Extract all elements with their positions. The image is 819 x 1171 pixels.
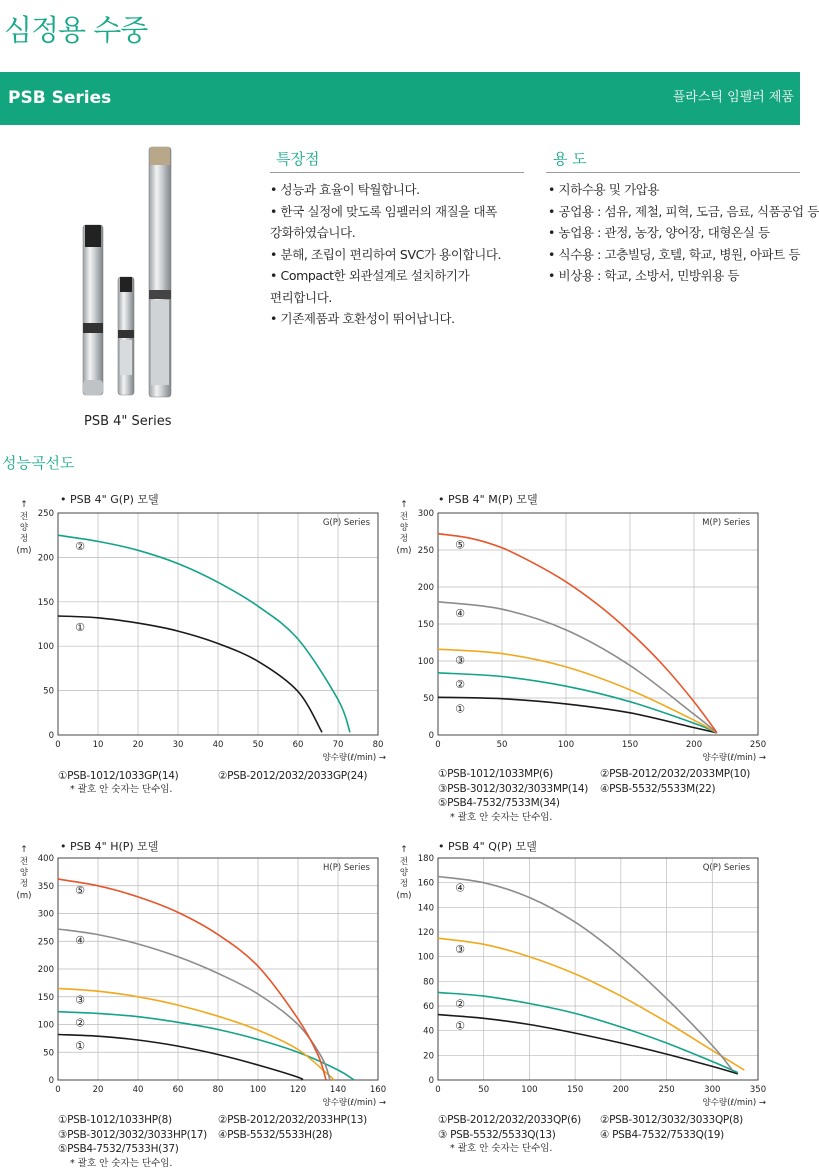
y-tick-label: 50 <box>43 686 54 697</box>
y-tick-label: 20 <box>423 1051 434 1062</box>
series-marker: ⑤ <box>455 538 465 552</box>
y-axis-label: 전 <box>19 857 29 867</box>
features-item: • Compact한 외관설계로 설치하기가 <box>270 268 470 283</box>
x-tick-label: 40 <box>212 740 224 750</box>
features-item: 편리합니다. <box>270 289 332 305</box>
legend-entry: ②PSB-2012/2032/2033HP(13) <box>218 1114 367 1126</box>
y-tick-label: 100 <box>417 657 434 667</box>
chart-legend <box>218 1113 367 1142</box>
chart-note: * 괄호 안 숫자는 단수임. <box>450 811 553 823</box>
chart-note: * 괄호 안 숫자는 단수임. <box>70 1157 173 1169</box>
series-label: G(P) Series <box>322 518 370 528</box>
y-tick-label: 80 <box>423 977 434 988</box>
features-divider <box>270 172 524 173</box>
y-tick-label: 250 <box>37 937 54 948</box>
x-tick-label: 250 <box>658 1085 675 1095</box>
chart-title: • PSB 4" Q(P) 모델 <box>438 840 537 853</box>
chart-h <box>0 840 400 1112</box>
chart-legend <box>438 767 588 825</box>
legend-entry: ④PSB-5532/5533H(28) <box>218 1128 333 1141</box>
y-tick-label: 0 <box>428 731 434 741</box>
x-tick-label: 100 <box>249 1085 267 1095</box>
y-axis-label: 양 <box>19 868 29 878</box>
usage-heading: 용 도 <box>553 150 587 168</box>
features-item: • 분해, 조립이 편리하여 SVC가 용이합니다. <box>270 246 502 262</box>
legend-entry: ⑤PSB4-7532/7533M(34) <box>438 797 560 809</box>
y-axis-arrow: ↑ <box>20 845 28 855</box>
x-tick-label: 20 <box>92 1085 104 1095</box>
series-marker: ① <box>75 1039 85 1053</box>
y-axis-label: 전 <box>399 857 409 867</box>
y-tick-label: 250 <box>37 509 54 519</box>
usage-divider <box>546 172 800 173</box>
series-marker: ③ <box>455 943 465 957</box>
x-tick-label: 60 <box>292 740 304 750</box>
performance-title: 성능곡선도 <box>2 454 75 472</box>
legend-entry: ②PSB-2012/2032/2033GP(24) <box>218 770 368 782</box>
y-tick-label: 180 <box>417 854 434 864</box>
features-list <box>270 179 501 330</box>
legend-entry: ④PSB-5532/5533M(22) <box>600 782 716 795</box>
series-marker: ② <box>75 540 85 554</box>
legend-entry: ①PSB-2012/2032/2033QP(6) <box>438 1114 581 1126</box>
chart-q <box>396 840 800 1112</box>
y-axis-label: 정 <box>19 534 29 544</box>
x-tick-label: 40 <box>132 1085 144 1095</box>
legend-entry: ②PSB-3012/3032/3033QP(8) <box>600 1114 743 1126</box>
series-name: PSB Series <box>8 88 112 108</box>
y-tick-label: 160 <box>417 878 434 889</box>
series-marker: ④ <box>455 881 465 895</box>
features-item: 강화하였습니다. <box>270 225 356 240</box>
page-title: 심정용 수중 <box>4 13 148 47</box>
y-axis-arrow: ↑ <box>20 500 28 510</box>
features-item: • 한국 실정에 맞도록 임펠러의 재질을 대폭 <box>270 203 497 219</box>
legend-entry: ④ PSB4-7532/7533Q(19) <box>600 1128 724 1141</box>
product-caption: PSB 4" Series <box>84 414 172 429</box>
y-tick-label: 150 <box>37 992 54 1003</box>
series-label: H(P) Series <box>323 863 370 873</box>
series-marker: ③ <box>75 993 85 1007</box>
x-tick-label: 150 <box>567 1085 584 1095</box>
x-tick-label: 300 <box>704 1085 721 1095</box>
legend-entry: ②PSB-2012/2032/2033MP(10) <box>600 768 751 780</box>
x-tick-label: 0 <box>55 1085 61 1095</box>
y-axis-label: 정 <box>19 879 29 889</box>
series-label: M(P) Series <box>702 518 750 528</box>
series-marker: ② <box>75 1016 85 1030</box>
x-tick-label: 100 <box>521 1085 538 1095</box>
series-marker: ⑤ <box>75 884 85 898</box>
series-marker: ④ <box>75 934 85 948</box>
y-axis-label: 정 <box>399 879 409 889</box>
series-marker: ① <box>75 621 85 635</box>
y-tick-label: 200 <box>37 965 54 975</box>
x-tick-label: 50 <box>478 1085 490 1095</box>
y-tick-label: 300 <box>37 909 54 920</box>
x-tick-label: 50 <box>252 740 264 750</box>
x-tick-label: 30 <box>172 740 184 750</box>
series-label: Q(P) Series <box>702 863 750 873</box>
x-tick-label: 200 <box>685 740 703 750</box>
chart-legend <box>600 767 750 796</box>
y-tick-label: 140 <box>417 903 434 914</box>
y-tick-label: 200 <box>37 553 54 564</box>
y-tick-label: 150 <box>417 620 434 630</box>
x-tick-label: 100 <box>557 740 575 750</box>
chart-legend <box>218 767 367 783</box>
chart-legend <box>438 1113 581 1157</box>
y-axis-unit: (m) <box>16 891 32 901</box>
y-axis-unit: (m) <box>16 546 32 556</box>
y-tick-label: 50 <box>423 694 434 704</box>
x-tick-label: 0 <box>435 1085 441 1095</box>
x-tick-label: 250 <box>749 740 767 750</box>
series-marker: ③ <box>455 654 465 668</box>
x-tick-label: 50 <box>496 740 508 750</box>
y-tick-label: 50 <box>43 1048 54 1059</box>
chart-title: • PSB 4" H(P) 모델 <box>60 840 159 853</box>
series-marker: ② <box>455 677 465 691</box>
usage-item: • 농업용 : 관정, 농장, 양어장, 대형온실 등 <box>548 225 770 240</box>
y-axis-arrow: ↑ <box>400 845 408 855</box>
x-tick-label: 0 <box>55 740 61 750</box>
y-axis-label: 정 <box>399 534 409 544</box>
y-tick-label: 100 <box>37 642 54 653</box>
features-item: • 기존제품과 호환성이 뛰어납니다. <box>270 311 455 326</box>
x-axis-label: 양수량(ℓ/min) → <box>322 753 386 763</box>
y-axis-label: 전 <box>399 512 409 522</box>
features-heading: 특장점 <box>276 150 320 168</box>
chart-title: • PSB 4" M(P) 모델 <box>438 493 538 506</box>
y-tick-label: 250 <box>417 546 434 556</box>
y-tick-label: 60 <box>423 1002 434 1012</box>
y-axis-label: 양 <box>19 523 29 533</box>
y-tick-label: 100 <box>417 952 434 963</box>
legend-entry: ⑤PSB4-7532/7533H(37) <box>58 1143 179 1155</box>
usage-item: • 식수용 : 고층빌딩, 호텔, 학교, 병원, 아파트 등 <box>548 246 801 262</box>
legend-entry: ①PSB-1012/1033MP(6) <box>438 768 553 780</box>
usage-item: • 비상용 : 학교, 소방서, 민방위용 등 <box>548 268 740 283</box>
x-tick-label: 200 <box>612 1085 629 1095</box>
x-tick-label: 10 <box>92 740 104 750</box>
x-axis-label: 양수량(ℓ/min) → <box>702 1098 766 1108</box>
y-axis-label: 전 <box>19 512 29 522</box>
legend-entry: ③PSB-3012/3032/3033HP(17) <box>58 1128 207 1141</box>
x-axis-label: 양수량(ℓ/min) → <box>702 753 766 763</box>
features-item: • 성능과 효율이 탁월합니다. <box>270 182 420 197</box>
chart-g <box>0 495 400 765</box>
y-tick-label: 100 <box>37 1020 54 1031</box>
x-axis-label: 양수량(ℓ/min) → <box>322 1098 386 1108</box>
legend-entry: ①PSB-1012/1033GP(14) <box>58 770 179 782</box>
chart-legend <box>58 1113 207 1171</box>
x-tick-label: 350 <box>749 1085 767 1095</box>
series-marker: ① <box>455 1019 465 1033</box>
x-tick-label: 160 <box>369 1085 387 1095</box>
x-tick-label: 140 <box>329 1085 347 1095</box>
x-tick-label: 70 <box>332 740 344 750</box>
series-marker: ① <box>455 702 465 716</box>
product-image <box>70 135 180 405</box>
series-marker: ② <box>455 997 465 1011</box>
y-axis-unit: (m) <box>396 546 412 556</box>
y-tick-label: 40 <box>423 1026 434 1037</box>
x-tick-label: 120 <box>289 1085 307 1095</box>
chart-title: • PSB 4" G(P) 모델 <box>60 493 159 506</box>
x-tick-label: 80 <box>372 740 384 750</box>
y-axis-unit: (m) <box>396 891 412 901</box>
y-axis-label: 양 <box>399 868 409 878</box>
x-tick-label: 150 <box>621 740 639 750</box>
chart-note: * 괄호 안 숫자는 단수임. <box>450 1143 553 1154</box>
legend-entry: ③PSB-3012/3032/3033MP(14) <box>438 782 589 795</box>
chart-note: * 괄호 안 숫자는 단수임. <box>70 784 173 795</box>
y-tick-label: 0 <box>48 1076 54 1086</box>
usage-list <box>548 179 819 287</box>
plot-frame <box>438 858 758 1080</box>
x-tick-label: 60 <box>172 1085 184 1095</box>
x-tick-label: 20 <box>132 740 144 750</box>
y-tick-label: 200 <box>417 583 434 593</box>
usage-item: • 지하수용 및 가압용 <box>548 182 660 197</box>
x-tick-label: 0 <box>435 740 441 750</box>
y-tick-label: 0 <box>428 1076 434 1086</box>
y-tick-label: 0 <box>48 731 54 741</box>
series-subtitle: 플라스틱 임펠러 제품 <box>672 90 794 105</box>
series-marker: ④ <box>455 606 465 620</box>
legend-entry: ①PSB-1012/1033HP(8) <box>58 1114 172 1126</box>
y-tick-label: 350 <box>37 881 54 892</box>
chart-m <box>396 495 800 765</box>
chart-legend <box>600 1113 743 1142</box>
y-tick-label: 150 <box>37 597 54 608</box>
y-axis-label: 양 <box>399 523 409 533</box>
usage-item: • 공업용 : 섬유, 제철, 피혁, 도금, 음료, 식품공업 등 <box>548 203 819 219</box>
y-tick-label: 400 <box>37 854 54 864</box>
y-tick-label: 120 <box>417 928 434 938</box>
y-axis-arrow: ↑ <box>400 500 408 510</box>
legend-entry: ③ PSB-5532/5533Q(13) <box>438 1128 556 1141</box>
x-tick-label: 80 <box>212 1085 224 1095</box>
y-tick-label: 300 <box>417 509 434 519</box>
